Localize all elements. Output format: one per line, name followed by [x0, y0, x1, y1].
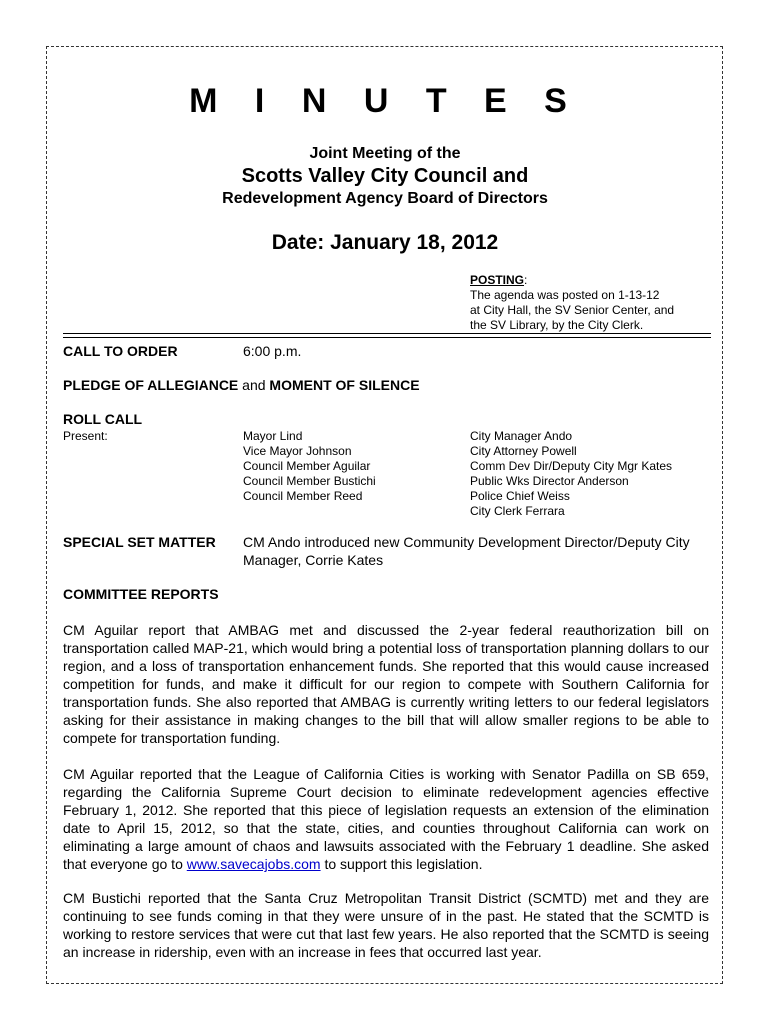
staff-member: Public Wks Director Anderson [470, 474, 629, 488]
divider-rule [63, 337, 711, 338]
posting-notice [470, 273, 674, 333]
meeting-type: Joint Meeting of the [309, 145, 461, 162]
council-name: Scotts Valley City Council and [241, 165, 529, 187]
staff-member: City Attorney Powell [470, 444, 577, 458]
council-member: Council Member Bustichi [243, 474, 376, 488]
staff-list [470, 429, 672, 519]
posting-heading: POSTING [470, 273, 525, 287]
council-list [243, 429, 376, 504]
council-member: Council Member Aguilar [243, 459, 371, 473]
staff-member: Comm Dev Dir/Deputy City Mgr Kates [470, 459, 673, 473]
committee-reports-label: COMMITTEE REPORTS [63, 586, 219, 602]
staff-member: Police Chief Weiss [470, 489, 570, 503]
agency-name: Redevelopment Agency Board of Directors [222, 190, 548, 207]
page-title: M I N U T E S [189, 82, 581, 120]
posting-line: at City Hall, the SV Senior Center, and [470, 303, 675, 317]
roll-call-label: ROLL CALL [63, 411, 143, 427]
special-set-matter-text: CM Ando introduced new Community Development Director/Deputy City Manager, Corrie Kates [243, 534, 690, 568]
report-paragraph: CM Bustichi reported that the Santa Cruz Metropolitan Transit District (SCMTD) met and they are continuing to see funds coming in that they were unsure of in the past. He stated that the SCMTD is working to restore services that were cut that last few years. He also reported that the SCMTD is seeing an increase in ridership, even with an increase in fees that occurred last year. [63, 890, 709, 960]
special-set-matter-label: SPECIAL SET MATTER [63, 534, 216, 550]
report-paragraph [63, 765, 709, 873]
report-text: to support this legislation. [320, 856, 483, 872]
silence-label: MOMENT OF SILENCE [269, 377, 420, 393]
meeting-date: Date: January 18, 2012 [271, 231, 499, 254]
report-text: CM Aguilar reported that the League of California Cities is working with Senator Padilla on SB 659, regarding the California Supreme Court decision to eliminate redevelopment agencies effective February 1, 2012. She reported that this piece of legislation requests an extension of the elimination date to April 15, 2012, so that the state, cities, and counties throughout California can work on eliminating a large amount of chaos and lawsuits associated with the February 1 deadline. She asked that everyone go to [63, 766, 709, 872]
posting-line: The agenda was posted on 1-13-12 [470, 288, 660, 302]
divider-rule [63, 333, 711, 334]
pledge-and: and [238, 377, 270, 393]
call-to-order-label: CALL TO ORDER [63, 343, 178, 359]
pledge-label: PLEDGE OF ALLEGIANCE [63, 377, 239, 393]
posting-line: the SV Library, by the City Clerk. [470, 318, 644, 332]
posting-colon: : [524, 273, 528, 287]
savecajobs-link[interactable]: www.savecajobs.com [186, 856, 321, 872]
staff-member: City Manager Ando [470, 429, 573, 443]
call-to-order-time: 6:00 p.m. [243, 343, 302, 359]
council-member: Mayor Lind [243, 429, 303, 443]
council-member: Vice Mayor Johnson [243, 444, 352, 458]
present-label: Present: [63, 429, 108, 443]
report-paragraph: CM Aguilar report that AMBAG met and discussed the 2-year federal reauthorization bill on transportation called MAP-21, which would bring a potential loss of transportation planning dollars to our region, and a loss of transportation enhancement funds. She reported that this would cause increased competition for funds, and make it difficult for our region to compete with Southern California for transportation funds. She also reported that AMBAG is currently writing letters to our federal legislators asking for their assistance in making changes to the bill that will allow smaller regions to be able to compete for transportation funding. [63, 622, 709, 746]
pledge-line [63, 377, 420, 393]
council-member: Council Member Reed [243, 489, 363, 503]
staff-member: City Clerk Ferrara [470, 504, 565, 518]
